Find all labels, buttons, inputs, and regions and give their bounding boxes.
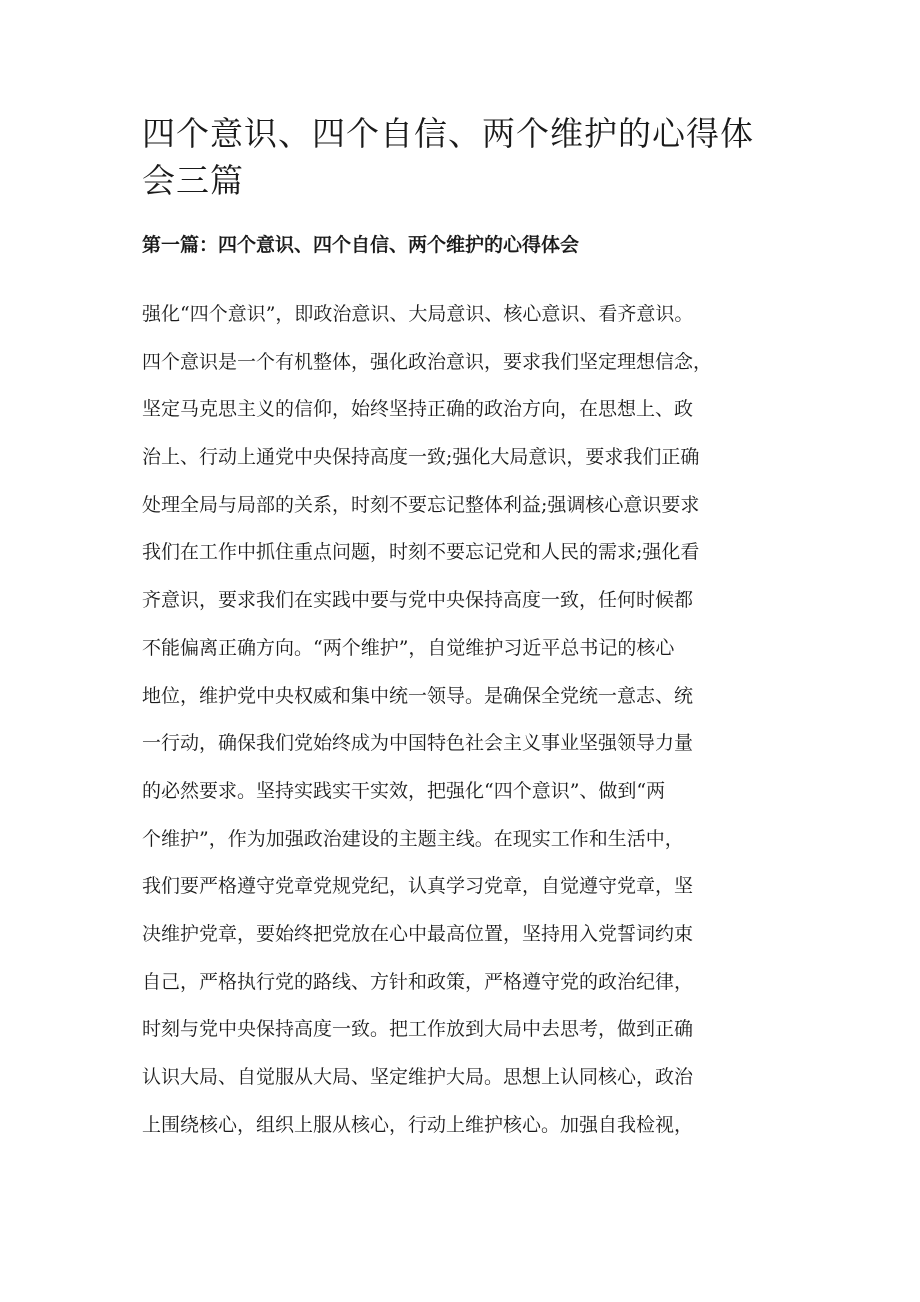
body-line: 认识大局、自觉服从大局、坚定维护大局。思想上认同核心，政治 — [142, 1066, 694, 1088]
body-line: 个维护”，作为加强政治建设的主题主线。在现实工作和生活中， — [142, 827, 684, 850]
body-line: 一行动，确保我们党始终成为中国特色社会主义事业坚强领导力量 — [142, 732, 694, 755]
section-heading: 第一篇：四个意识、四个自信、两个维护的心得体会 — [142, 234, 580, 256]
body-line: 齐意识，要求我们在实践中要与党中央保持高度一致，任何时候都 — [142, 589, 694, 612]
title-line: 四个意识、四个自信、两个维护的心得体 — [142, 114, 754, 153]
body-line: 上围绕核心，组织上服从核心，行动上维护核心。加强自我检视， — [142, 1113, 694, 1136]
body-line: 不能偏离正确方向。“两个维护”，自觉维护习近平总书记的核心 — [142, 636, 675, 659]
body-line: 我们要严格遵守党章党规党纪，认真学习党章，自觉遵守党章，坚 — [142, 875, 694, 898]
body-paragraph — [142, 291, 842, 1149]
title-line: 会三篇 — [142, 161, 244, 200]
body-line: 处理全局与局部的关系，时刻不要忘记整体利益;强调核心意识要求 — [142, 493, 700, 516]
body-line: 决维护党章，要始终把党放在心中最高位置，坚持用入党誓词约束 — [142, 922, 694, 945]
body-line: 的必然要求。坚持实践实干实效，把强化“四个意识”、做到“两 — [142, 779, 666, 802]
body-line: 四个意识是一个有机整体，强化政治意识，要求我们坚定理想信念， — [142, 350, 713, 373]
body-line: 自己，严格执行党的路线、方针和政策，严格遵守党的政治纪律， — [142, 970, 694, 993]
body-line: 时刻与党中央保持高度一致。把工作放到大局中去思考，做到正确 — [142, 1018, 694, 1041]
body-line: 地位，维护党中央权威和集中统一领导。是确保全党统一意志、统 — [142, 684, 694, 707]
body-line: 强化“四个意识”，即政治意识、大局意识、核心意识、看齐意识。 — [142, 303, 694, 325]
body-line: 治上、行动上通党中央保持高度一致;强化大局意识，要求我们正确 — [142, 446, 700, 469]
body-line: 坚定马克思主义的信仰，始终坚持正确的政治方向，在思想上、政 — [142, 398, 694, 421]
document-title — [142, 110, 782, 204]
body-line: 我们在工作中抓住重点问题，时刻不要忘记党和人民的需求;强化看 — [142, 541, 700, 564]
